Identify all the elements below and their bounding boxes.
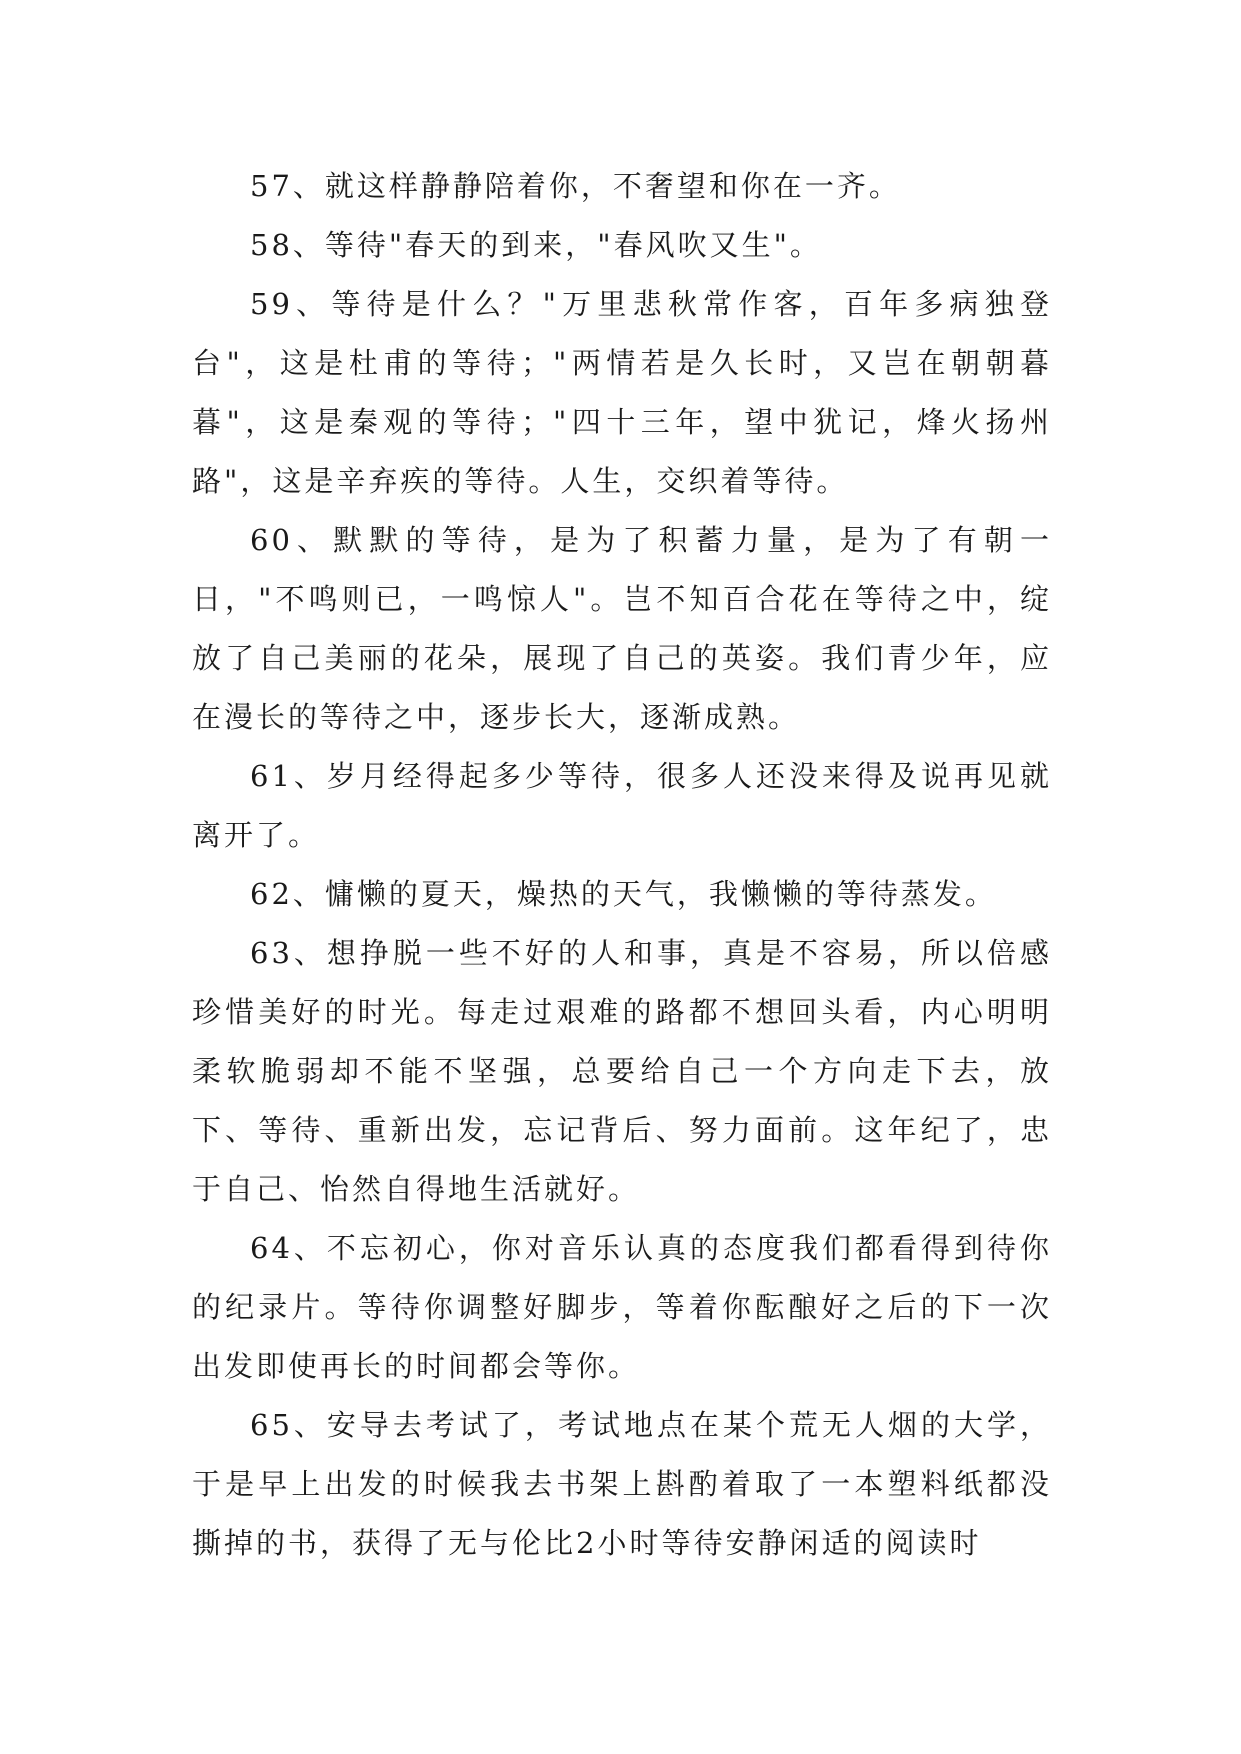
paragraph-58: 58、等待"春天的到来，"春风吹又生"。 [250,228,822,262]
paragraph-59: 59、等待是什么？"万里悲秋常作客，百年多病独登台"，这是杜甫的等待；"两情若是久长时，又岂在朝朝暮暮"，这是秦观的等待；"四十三年，望中犹记，烽火扬州路"，这是辛弃疾的等待。人生，交织着等待。 [192,287,1052,498]
paragraph-62: 62、慵懒的夏天，燥热的天气，我懒懒的等待蒸发。 [250,877,997,911]
paragraph-64: 64、不忘初心，你对音乐认真的态度我们都看得到待你的纪录片。等待你调整好脚步，等着你酝酿好之后的下一次出发即使再长的时间都会等你。 [192,1231,1052,1383]
paragraph-61: 61、岁月经得起多少等待，很多人还没来得及说再见就离开了。 [192,759,1052,852]
paragraph-60: 60、默默的等待，是为了积蓄力量，是为了有朝一日，"不鸣则已，一鸣惊人"。岂不知百合花在等待之中，绽放了自己美丽的花朵，展现了自己的英姿。我们青少年，应在漫长的等待之中，逐步长大，逐渐成熟。 [192,523,1052,734]
document-body [192,157,1052,1573]
paragraph-57: 57、就这样静静陪着你，不奢望和你在一齐。 [250,169,901,203]
paragraph-63: 63、想挣脱一些不好的人和事，真是不容易，所以倍感珍惜美好的时光。每走过艰难的路都不想回头看，内心明明柔软脆弱却不能不坚强，总要给自己一个方向走下去，放下、等待、重新出发，忘记背后、努力面前。这年纪了，忠于自己、怡然自得地生活就好。 [192,936,1052,1206]
paragraph-65: 65、安导去考试了，考试地点在某个荒无人烟的大学，于是早上出发的时候我去书架上斟酌着取了一本塑料纸都没撕掉的书，获得了无与伦比2小时等待安静闲适的阅读时 [192,1408,1052,1560]
